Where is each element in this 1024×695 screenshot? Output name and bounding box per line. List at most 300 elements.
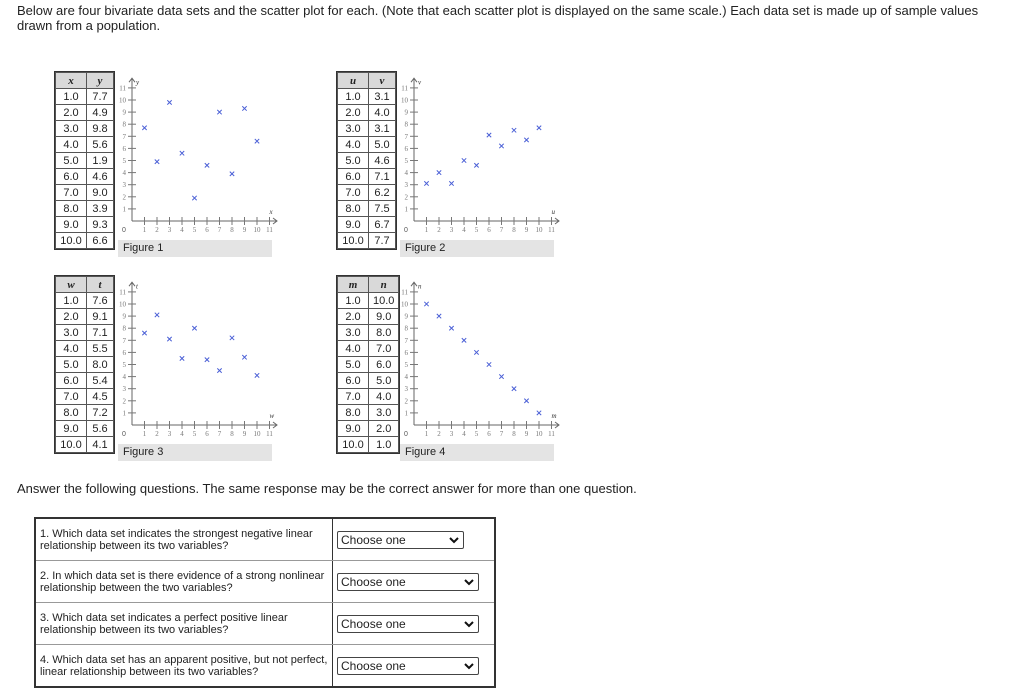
y-tick-label: 5: [122, 157, 126, 165]
table-row: [338, 89, 396, 105]
table-cell: 9.0: [56, 217, 87, 233]
figure-label-3: Figure 3: [118, 444, 272, 461]
table-cell: 9.1: [87, 309, 114, 325]
scatter-plot-1: [118, 72, 283, 232]
table-cell: 9.8: [87, 121, 114, 137]
table-cell: 5.0: [369, 373, 399, 389]
scatter-point: [437, 170, 441, 174]
table-row: [56, 437, 114, 453]
table-cell: 10.0: [56, 437, 87, 453]
table-cell: 3.0: [369, 405, 399, 421]
y-tick-label: 7: [404, 336, 408, 345]
question-row: [35, 645, 495, 688]
table-cell: 6.0: [338, 169, 369, 185]
table-cell: 2.0: [369, 421, 399, 437]
table-header-y: v: [369, 73, 396, 89]
scatter-point: [217, 368, 221, 372]
y-tick-label: 11: [119, 84, 126, 93]
table-header-x: u: [338, 73, 369, 89]
question-row: [35, 518, 495, 561]
scatter-point: [167, 100, 171, 104]
scatter-point: [512, 128, 516, 132]
table-cell: 3.1: [369, 89, 396, 105]
scatter-point: [512, 387, 516, 391]
x-tick-label: 5: [474, 226, 479, 234]
y-tick-label: 1: [122, 409, 126, 418]
table-cell: 10.0: [56, 233, 87, 249]
table-cell: 9.0: [56, 421, 87, 437]
table-cell: 1.0: [338, 293, 369, 309]
table-row: [338, 201, 396, 217]
scatter-point: [537, 411, 541, 415]
x-tick-label: 1: [424, 430, 429, 438]
y-tick-label: 3: [404, 181, 408, 190]
table-row: [56, 389, 114, 405]
question-row: [35, 561, 495, 603]
y-tick-label: 1: [404, 205, 408, 214]
table-cell: 7.0: [338, 185, 369, 201]
table-cell: 1.0: [56, 293, 87, 309]
table-header-y: t: [87, 277, 114, 293]
x-tick-label: 9: [242, 226, 247, 234]
table-cell: 2.0: [56, 105, 87, 121]
table-cell: 4.1: [87, 437, 114, 453]
x-tick-label: 6: [487, 430, 491, 438]
table-row: [338, 373, 399, 389]
x-tick-label: 9: [524, 430, 529, 438]
scatter-point: [255, 139, 259, 143]
question-text: 4. Which data set has an apparent positive, but not perfect, linear relationship between its two variables?: [35, 645, 333, 688]
y-tick-label: 6: [122, 144, 126, 153]
x-tick-label: 1: [142, 430, 147, 438]
table-cell: 8.0: [338, 201, 369, 217]
x-tick-label: 11: [266, 226, 273, 234]
table-cell: 7.1: [87, 325, 114, 341]
y-tick-label: 2: [122, 193, 126, 202]
y-tick-label: 6: [404, 144, 408, 153]
table-row: [56, 309, 114, 325]
table-cell: 5.5: [87, 341, 114, 357]
x-tick-label: 5: [474, 430, 479, 438]
scatter-point: [424, 181, 428, 185]
table-cell: 6.0: [338, 373, 369, 389]
scatter-point: [524, 138, 528, 142]
table-row: [338, 105, 396, 121]
y-tick-label: 8: [404, 120, 408, 129]
table-cell: 8.0: [56, 201, 87, 217]
table-cell: 7.0: [56, 389, 87, 405]
figure-label-4: Figure 4: [400, 444, 554, 461]
x-tick-label: 7: [499, 226, 504, 234]
x-tick-label: 2: [437, 430, 441, 438]
table-cell: 4.5: [87, 389, 114, 405]
scatter-point: [180, 151, 184, 155]
chevron-down-icon: [449, 535, 459, 545]
table-row: [56, 137, 114, 153]
table-cell: 5.4: [87, 373, 114, 389]
y-tick-label: 7: [122, 336, 126, 345]
table-row: [338, 137, 396, 153]
x-tick-label: 8: [512, 226, 516, 234]
y-tick-label: 3: [122, 181, 126, 190]
table-cell: 5.0: [56, 153, 87, 169]
y-tick-label: 9: [404, 108, 408, 117]
table-row: [56, 293, 114, 309]
scatter-point: [205, 357, 209, 361]
question-row: [35, 603, 495, 645]
y-tick-label: 2: [404, 397, 408, 406]
intro-text: Below are four bivariate data sets and the scatter plot for each. (Note that each scatter plot is displayed on the same scale.) Each data set is made up of sample values drawn from a population.: [17, 3, 979, 33]
x-tick-label: 3: [167, 226, 172, 234]
table-row: [56, 201, 114, 217]
table-cell: 10.0: [338, 233, 369, 249]
scatter-point: [142, 331, 146, 335]
scatter-point: [230, 336, 234, 340]
y-tick-label: 9: [122, 312, 126, 321]
table-cell: 6.2: [369, 185, 396, 201]
x-tick-label: 5: [192, 226, 197, 234]
y-tick-label: 7: [404, 132, 408, 141]
table-cell: 4.0: [369, 389, 399, 405]
scatter-point: [499, 374, 503, 378]
x-tick-label: 8: [512, 430, 516, 438]
scatter-point: [205, 163, 209, 167]
table-cell: 4.0: [338, 341, 369, 357]
scatter-point: [487, 133, 491, 137]
table-row: [338, 389, 399, 405]
x-tick-label: 7: [499, 430, 504, 438]
table-row: [338, 185, 396, 201]
answer-select-4[interactable]: [337, 657, 479, 675]
table-header-y: y: [87, 73, 114, 89]
table-row: [338, 341, 399, 357]
y-tick-label: 9: [404, 312, 408, 321]
table-cell: 8.0: [338, 405, 369, 421]
y-axis-label: v: [418, 78, 422, 87]
origin-label: 0: [122, 227, 126, 234]
y-axis-label: y: [136, 78, 140, 87]
select-value: Choose one: [341, 574, 406, 589]
y-tick-label: 1: [122, 205, 126, 214]
table-cell: 6.7: [369, 217, 396, 233]
scatter-point: [474, 350, 478, 354]
question-text: 3. Which data set indicates a perfect positive linear relationship between its two variables?: [35, 603, 333, 645]
x-tick-label: 2: [437, 226, 441, 234]
y-tick-label: 4: [122, 169, 126, 178]
scatter-point: [242, 106, 246, 110]
table-cell: 9.0: [87, 185, 114, 201]
table-cell: 6.6: [87, 233, 114, 249]
answer-prompt: Answer the following questions. The same response may be the correct answer for more than one question.: [17, 481, 637, 496]
table-cell: 7.0: [338, 389, 369, 405]
table-cell: 7.0: [369, 341, 399, 357]
y-tick-label: 10: [401, 300, 408, 309]
chevron-down-icon: [464, 577, 474, 587]
data-table-3: [55, 276, 114, 453]
table-row: [338, 405, 399, 421]
y-tick-label: 8: [404, 324, 408, 333]
table-cell: 8.0: [369, 325, 399, 341]
scatter-point: [449, 181, 453, 185]
scatter-point: [155, 313, 159, 317]
table-row: [338, 293, 399, 309]
x-axis-label: u: [551, 208, 555, 216]
answer-select-3[interactable]: [337, 615, 479, 633]
figure-label-1: Figure 1: [118, 240, 272, 257]
y-tick-label: 5: [122, 361, 126, 369]
x-tick-label: 11: [266, 430, 273, 438]
table-row: [56, 421, 114, 437]
table-row: [338, 309, 399, 325]
table-cell: 5.0: [369, 137, 396, 153]
data-table-4: [337, 276, 399, 453]
scatter-plot-3: [118, 276, 283, 436]
table-cell: 4.9: [87, 105, 114, 121]
table-cell: 3.0: [338, 325, 369, 341]
x-tick-label: 2: [155, 226, 159, 234]
select-value: Choose one: [341, 658, 406, 673]
scatter-point: [167, 337, 171, 341]
table-cell: 9.0: [338, 217, 369, 233]
scatter-point: [242, 355, 246, 359]
y-tick-label: 8: [122, 324, 126, 333]
figure-label-2: Figure 2: [400, 240, 554, 257]
table-cell: 1.0: [369, 437, 399, 453]
y-tick-label: 8: [122, 120, 126, 129]
table-cell: 4.0: [369, 105, 396, 121]
x-tick-label: 6: [487, 226, 491, 234]
table-cell: 2.0: [56, 309, 87, 325]
table-row: [56, 121, 114, 137]
scatter-point: [437, 314, 441, 318]
x-tick-label: 7: [217, 430, 222, 438]
table-row: [56, 105, 114, 121]
table-row: [56, 89, 114, 105]
scatter-point: [180, 356, 184, 360]
table-row: [338, 421, 399, 437]
scatter-point: [230, 172, 234, 176]
x-tick-label: 6: [205, 226, 209, 234]
y-tick-label: 4: [404, 373, 408, 382]
question-text: 2. In which data set is there evidence of a strong nonlinear relationship between the two variables?: [35, 561, 333, 603]
x-tick-label: 10: [253, 226, 261, 234]
table-row: [56, 169, 114, 185]
table-cell: 8.0: [87, 357, 114, 373]
x-tick-label: 11: [548, 226, 555, 234]
table-cell: 7.1: [369, 169, 396, 185]
y-axis-label: t: [136, 282, 138, 291]
y-tick-label: 11: [401, 84, 408, 93]
question-text: 1. Which data set indicates the strongest negative linear relationship between its two variables?: [35, 518, 333, 561]
table-row: [56, 233, 114, 249]
table-cell: 3.9: [87, 201, 114, 217]
y-tick-label: 2: [122, 397, 126, 406]
scatter-plot-4: [400, 276, 565, 436]
y-tick-label: 11: [401, 288, 408, 297]
y-tick-label: 10: [119, 300, 126, 309]
table-cell: 3.0: [56, 325, 87, 341]
table-header-y: n: [369, 277, 399, 293]
x-tick-label: 4: [462, 430, 466, 438]
table-cell: 4.6: [369, 153, 396, 169]
y-tick-label: 5: [404, 157, 408, 165]
table-cell: 8.0: [56, 405, 87, 421]
table-cell: 5.0: [56, 357, 87, 373]
table-cell: 7.7: [369, 233, 396, 249]
question-table: [34, 517, 496, 688]
table-row: [338, 325, 399, 341]
table-cell: 3.1: [369, 121, 396, 137]
x-tick-label: 8: [230, 430, 234, 438]
scatter-point: [474, 163, 478, 167]
scatter-point: [192, 196, 196, 200]
answer-select-1[interactable]: [337, 531, 464, 549]
table-cell: 6.0: [56, 169, 87, 185]
table-row: [56, 373, 114, 389]
table-cell: 1.9: [87, 153, 114, 169]
y-tick-label: 10: [401, 96, 408, 105]
table-row: [338, 437, 399, 453]
table-row: [56, 405, 114, 421]
table-cell: 7.2: [87, 405, 114, 421]
table-cell: 6.0: [369, 357, 399, 373]
y-tick-label: 4: [122, 373, 126, 382]
x-tick-label: 10: [253, 430, 261, 438]
table-header-x: x: [56, 73, 87, 89]
x-axis-label: m: [551, 412, 557, 420]
table-cell: 7.6: [87, 293, 114, 309]
table-cell: 3.0: [56, 121, 87, 137]
x-tick-label: 3: [449, 430, 454, 438]
table-row: [338, 357, 399, 373]
table-cell: 9.0: [369, 309, 399, 325]
table-row: [338, 153, 396, 169]
data-table-1: [55, 72, 114, 249]
table-cell: 3.0: [338, 121, 369, 137]
table-row: [56, 217, 114, 233]
select-value: Choose one: [341, 616, 406, 631]
table-row: [56, 185, 114, 201]
table-cell: 6.0: [56, 373, 87, 389]
scatter-point: [449, 326, 453, 330]
y-tick-label: 4: [404, 169, 408, 178]
table-cell: 7.0: [56, 185, 87, 201]
table-cell: 2.0: [338, 105, 369, 121]
y-axis-label: n: [418, 282, 422, 291]
x-tick-label: 1: [424, 226, 429, 234]
chevron-down-icon: [464, 619, 474, 629]
table-row: [56, 153, 114, 169]
origin-label: 0: [122, 431, 126, 438]
x-tick-label: 11: [548, 430, 555, 438]
table-cell: 1.0: [338, 89, 369, 105]
table-row: [56, 325, 114, 341]
table-row: [56, 357, 114, 373]
table-row: [338, 121, 396, 137]
x-tick-label: 4: [180, 430, 184, 438]
table-cell: 4.0: [338, 137, 369, 153]
table-cell: 4.0: [56, 137, 87, 153]
x-tick-label: 1: [142, 226, 147, 234]
x-tick-label: 3: [449, 226, 454, 234]
table-cell: 10.0: [338, 437, 369, 453]
table-row: [338, 217, 396, 233]
x-axis-label: x: [269, 208, 273, 216]
select-value: Choose one: [341, 532, 406, 547]
table-header-x: w: [56, 277, 87, 293]
y-tick-label: 9: [122, 108, 126, 117]
origin-label: 0: [404, 227, 408, 234]
table-cell: 4.0: [56, 341, 87, 357]
table-cell: 9.3: [87, 217, 114, 233]
x-tick-label: 5: [192, 430, 197, 438]
table-cell: 5.0: [338, 153, 369, 169]
x-axis-label: w: [269, 412, 275, 420]
origin-label: 0: [404, 431, 408, 438]
table-cell: 2.0: [338, 309, 369, 325]
x-tick-label: 6: [205, 430, 209, 438]
x-tick-label: 10: [535, 226, 543, 234]
y-tick-label: 1: [404, 409, 408, 418]
table-cell: 5.0: [338, 357, 369, 373]
scatter-plot-2: [400, 72, 565, 232]
scatter-point: [487, 362, 491, 366]
scatter-point: [462, 158, 466, 162]
y-tick-label: 3: [122, 385, 126, 394]
y-tick-label: 2: [404, 193, 408, 202]
table-row: [56, 341, 114, 357]
x-tick-label: 2: [155, 430, 159, 438]
scatter-point: [537, 126, 541, 130]
table-cell: 7.5: [369, 201, 396, 217]
x-tick-label: 8: [230, 226, 234, 234]
table-row: [338, 233, 396, 249]
scatter-point: [462, 338, 466, 342]
x-tick-label: 9: [524, 226, 529, 234]
data-table-2: [337, 72, 396, 249]
y-tick-label: 6: [404, 348, 408, 357]
table-row: [338, 169, 396, 185]
x-tick-label: 7: [217, 226, 222, 234]
table-cell: 7.7: [87, 89, 114, 105]
table-cell: 10.0: [369, 293, 399, 309]
table-cell: 1.0: [56, 89, 87, 105]
y-tick-label: 11: [119, 288, 126, 297]
y-tick-label: 3: [404, 385, 408, 394]
scatter-point: [255, 373, 259, 377]
chevron-down-icon: [464, 661, 474, 671]
scatter-point: [192, 326, 196, 330]
scatter-point: [424, 302, 428, 306]
y-tick-label: 6: [122, 348, 126, 357]
table-cell: 9.0: [338, 421, 369, 437]
table-cell: 5.6: [87, 421, 114, 437]
table-header-x: m: [338, 277, 369, 293]
y-tick-label: 7: [122, 132, 126, 141]
x-tick-label: 9: [242, 430, 247, 438]
scatter-point: [499, 144, 503, 148]
x-tick-label: 4: [180, 226, 184, 234]
scatter-point: [217, 110, 221, 114]
y-tick-label: 10: [119, 96, 126, 105]
x-tick-label: 4: [462, 226, 466, 234]
x-tick-label: 10: [535, 430, 543, 438]
scatter-point: [524, 399, 528, 403]
table-cell: 5.6: [87, 137, 114, 153]
x-tick-label: 3: [167, 430, 172, 438]
scatter-point: [142, 126, 146, 130]
answer-select-2[interactable]: [337, 573, 479, 591]
